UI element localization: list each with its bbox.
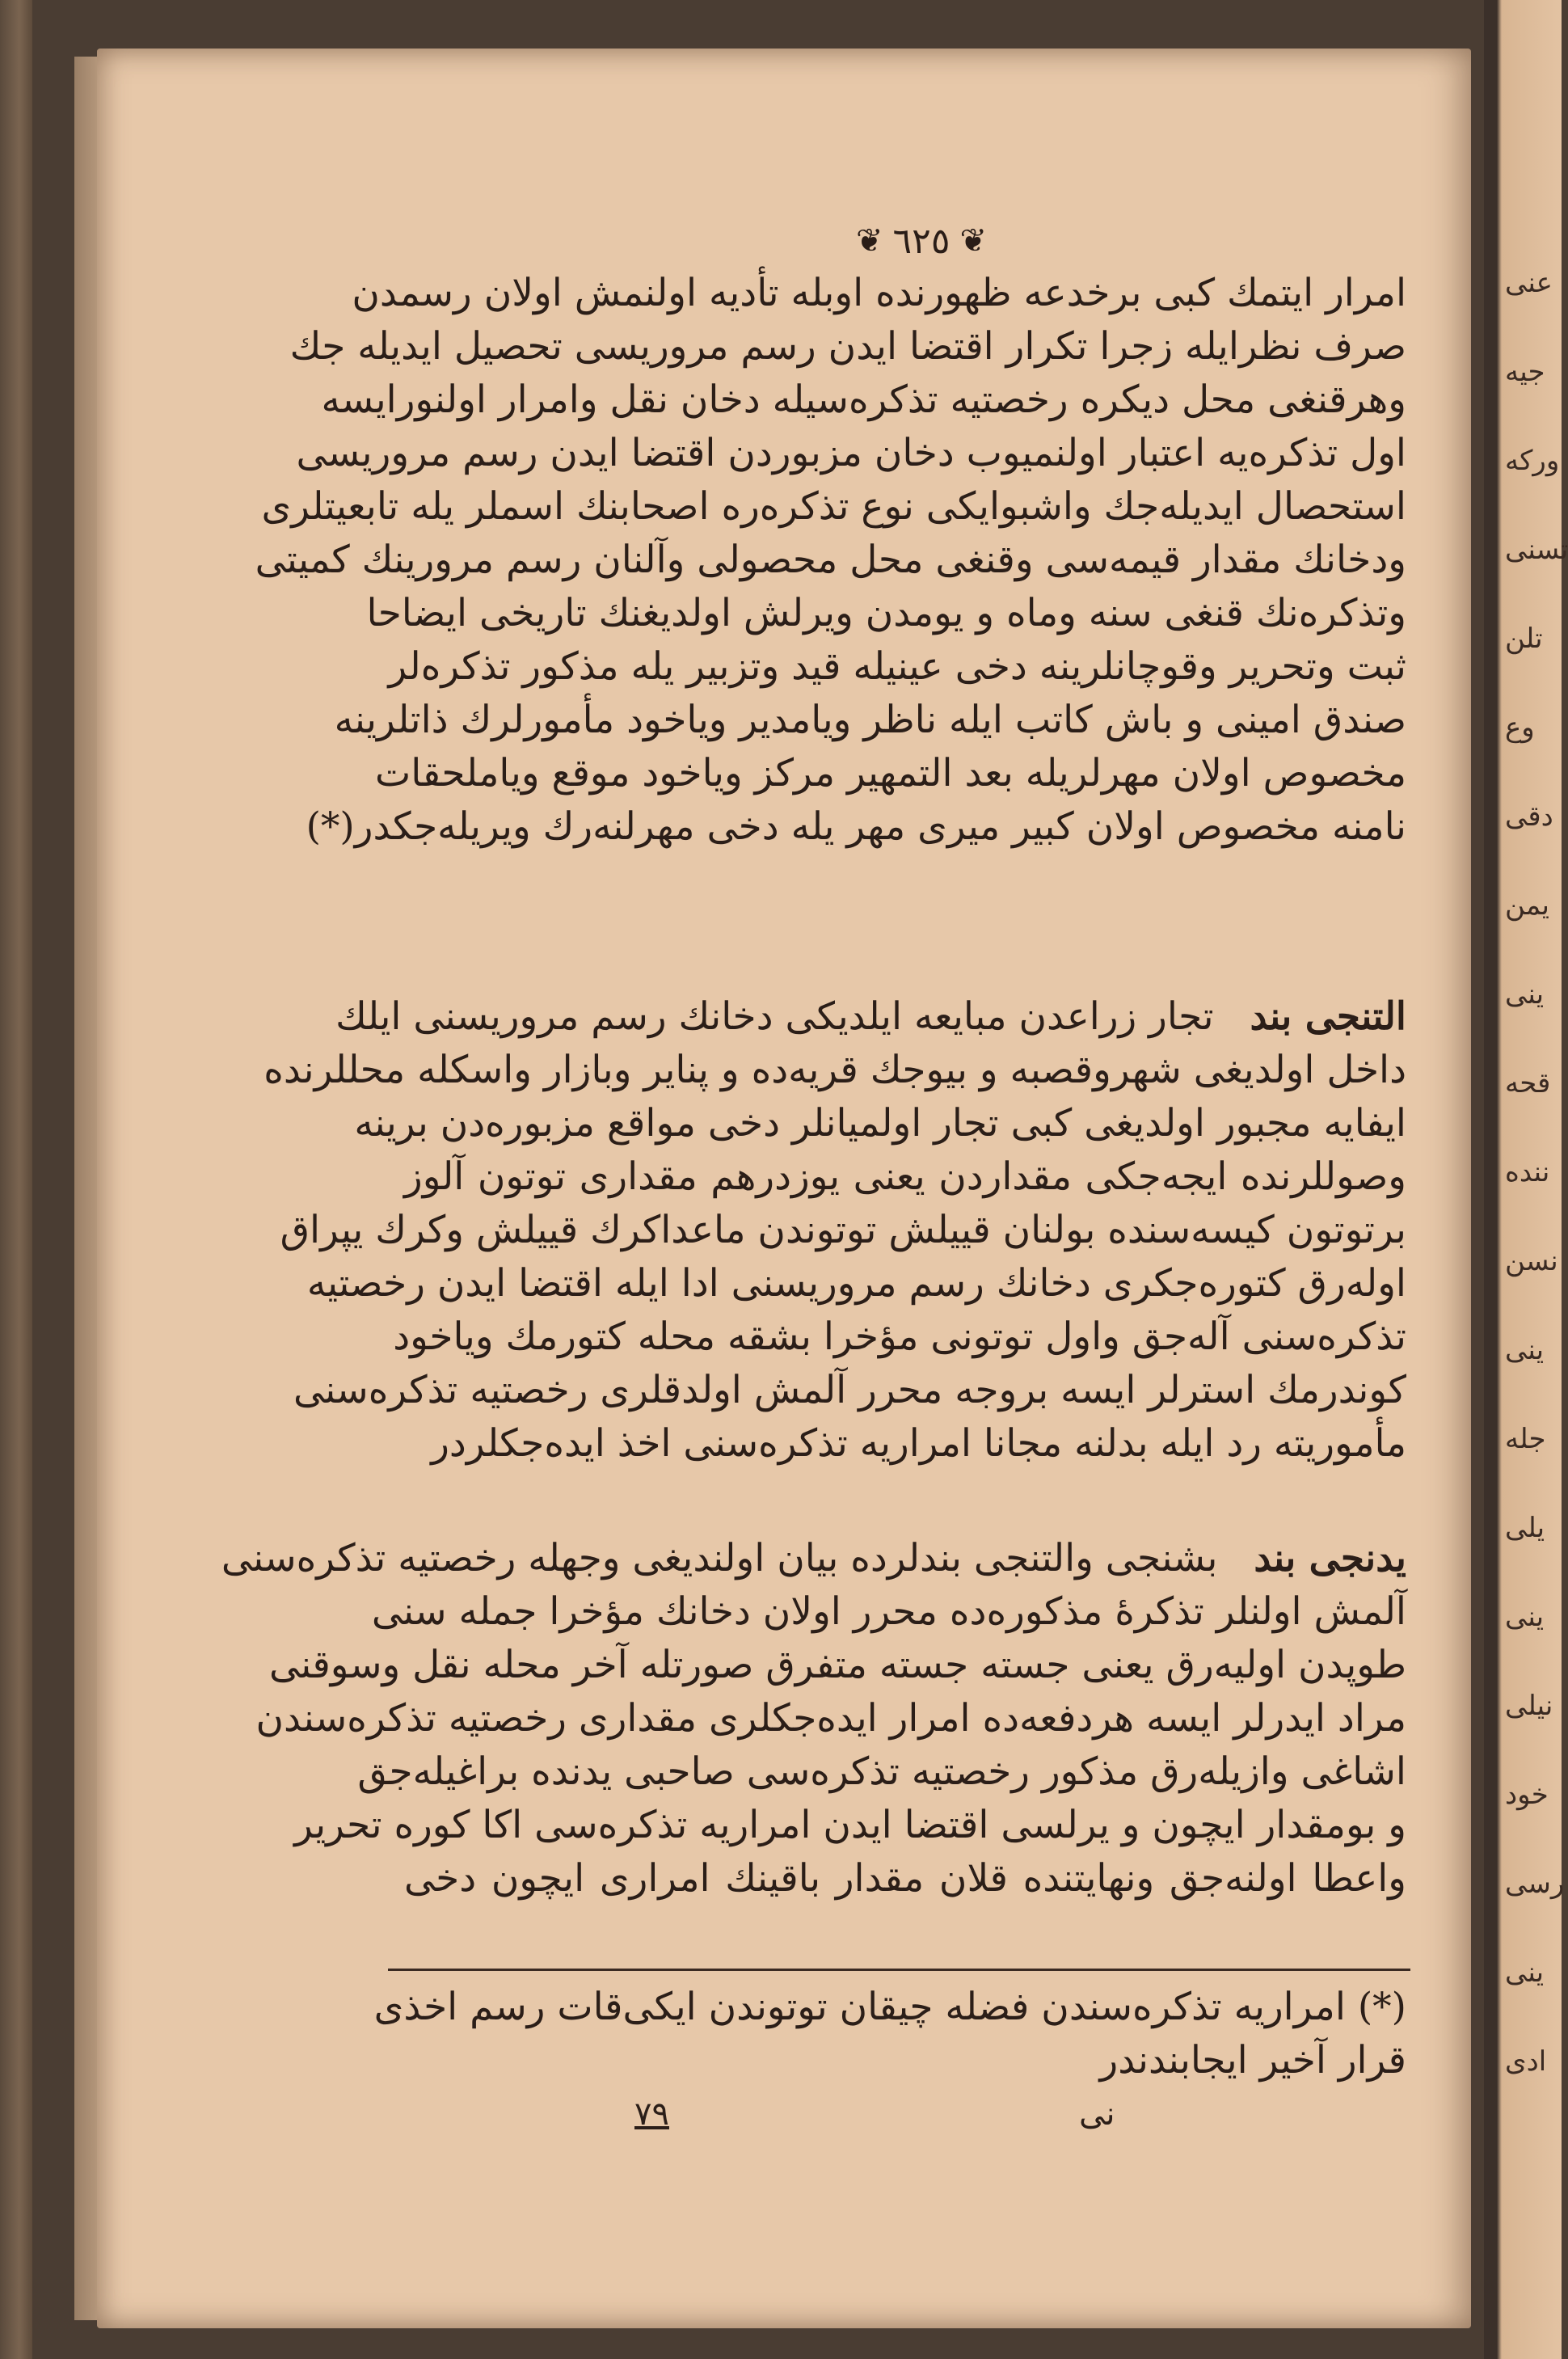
text-line: ایفایه مجبور اولدیغی كبی تجار اولمیانلر دخی مواقع مزبوره‌دن برینه <box>354 1101 1406 1146</box>
text-line: واعطا اولنه‌جق ونهایتنده قلان مقدار باقینك امراری ایچون دخی <box>404 1856 1406 1901</box>
page-header <box>832 217 1010 265</box>
text-line: تجار زراعدن مبایعه ایلدیكی دخانك رسم مروریسنی ایلك <box>335 994 1214 1039</box>
adjacent-page-fragment: وركه <box>1505 445 1560 477</box>
text-line: آلمش اولنلر تذكرهٔ مذكوره‌ده محرر اولان دخانك مؤخرا جمله سنی <box>371 1589 1406 1634</box>
adjacent-page-fragment: عنی <box>1505 267 1553 299</box>
text-line: برتوتون كیسه‌سنده بولنان قییلش توتوندن ماعداكرك قییلش وكرك یپراق <box>280 1208 1406 1252</box>
paragraph-3 <box>221 1532 1406 1905</box>
adjacent-page-fragment: یلی <box>1505 1512 1545 1544</box>
text-line: نامنه مخصوص اولان كبیر میری مهر یله دخی مهرلنه‌رك ویریله‌جكدر(*) <box>306 804 1406 849</box>
text-line: وتذكره‌نك قنغی سنه وماه و یومدن ویرلش اولدیغنك تاریخی ایضاحا <box>366 591 1406 635</box>
page-number-header: ٦٢٥ <box>892 220 950 262</box>
adjacent-page-fragment: نسن <box>1505 1245 1558 1277</box>
footnote-divider <box>388 1969 1410 1971</box>
adjacent-page-fragment: ینی <box>1505 1956 1545 1989</box>
adjacent-page-fragment: ینی <box>1505 1334 1545 1366</box>
text-line: صرف نظرایله زجرا تكرار اقتضا ایدن رسم مروریسی تحصیل ایدیله جك <box>289 324 1406 369</box>
adjacent-page-fragment: ینی <box>1505 1601 1545 1633</box>
adjacent-page-fragment: یمن <box>1505 889 1550 922</box>
text-line: وهرقنغی محل دیكره رخصتیه تذكره‌سیله دخان نقل وامرار اولنورایسه <box>321 378 1406 422</box>
adjacent-page-edge <box>1484 0 1568 2359</box>
text-line: اوله‌رق كتوره‌جكری دخانك رسم مروریسنی ادا ایله اقتضا ایدن رخصتیه <box>306 1261 1406 1306</box>
adjacent-page-fragment: جیه <box>1505 356 1545 388</box>
signature-mark: نی <box>1079 2095 1115 2133</box>
text-line: مأموریته رد ایله بدلنه مجانا امراریه تذكره‌سنی اخذ ایده‌جكلردر <box>431 1421 1406 1466</box>
text-line: مخصوص اولان مهرلریله بعد التمهیر مركز ویاخود موقع ویاملحقات <box>375 751 1406 795</box>
text-line: وصوللرنده ایجه‌جكی مقداردن یعنی یوزدرهم مقداری توتون آلوز <box>404 1154 1406 1199</box>
book-left-edge <box>0 0 32 2359</box>
text-line: اشاغی وازیله‌رق مذكور رخصتیه تذكره‌سی صاحبی یدنده براغیله‌جق <box>357 1749 1406 1794</box>
adjacent-page-fragment: دقی <box>1505 800 1553 833</box>
adjacent-page-fragment: قحه <box>1505 1067 1551 1099</box>
adjacent-page-fragment: خود <box>1505 1779 1549 1811</box>
adjacent-page-fragment: رسی <box>1505 1867 1565 1900</box>
article-label: یدنجی بند <box>1254 1536 1406 1580</box>
footnote-line: قرار آخیر ایجابندندر <box>1099 2038 1406 2083</box>
adjacent-page-fragment: نیلی <box>1505 1690 1553 1722</box>
adjacent-page-fragment: وع <box>1505 711 1535 744</box>
text-line: اول تذكره‌یه اعتبار اولنمیوب دخان مزبوردن اقتضا ایدن رسم مروریسی <box>296 431 1406 475</box>
paragraph-2 <box>263 990 1406 1471</box>
text-line: امرار ایتمك كبی برخدعه ظهورنده اوبله تأدیه اولنمش اولان رسمدن <box>352 271 1406 315</box>
text-line: ودخانك مقدار قیمه‌سی وقنغی محل محصولی وآلنان رسم مرورینك كمیتی <box>255 538 1406 582</box>
article-label: التنجی بند <box>1250 994 1406 1039</box>
text-line: صندق امینی و باش كاتب ایله ناظر ویامدیر ویاخود مأمورلرك ذاتلرینه <box>334 698 1406 742</box>
adjacent-page-fragment: تلن <box>1505 622 1543 655</box>
text-line: طوپدن اولیه‌رق یعنی جسته جسته متفرق صورتله آخر محله نقل وسوقنی <box>268 1643 1406 1687</box>
footnote-line: (*) امراریه تذكره‌سندن فضله چیقان توتوندن ایكی‌قات رسم اخذی <box>373 1985 1406 2029</box>
text-line-with-label <box>221 1532 1406 1585</box>
text-line: بشنجی والتنجی بندلرده بیان اولندیغی وجهله رخصتیه تذكره‌سنی <box>221 1536 1218 1580</box>
text-line: و بومقدار ایچون و یرلسی اقتضا ایدن امراریه تذكره‌سی اكا كوره تحریر <box>294 1803 1406 1847</box>
adjacent-page-fragment: ادی <box>1505 2045 1547 2078</box>
text-line-with-label <box>335 990 1406 1044</box>
paragraph-1 <box>255 267 1406 854</box>
footnote <box>373 1981 1406 2087</box>
text-line: كوندرمك استرلر ایسه بروجه محرر آلمش اولدقلری رخصتیه تذكره‌سنی <box>293 1368 1406 1412</box>
adjacent-page-fragment: ینی <box>1505 978 1545 1011</box>
text-line: تذكره‌سنی آله‌جق واول توتونی مؤخرا بشقه محله كتورمك وياخود <box>393 1315 1406 1359</box>
text-line: استحصال ایدیله‌جك واشبوایكی نوع تذكره‌ره اصحابنك اسملر یله تابعیتلری <box>261 484 1406 529</box>
adjacent-page-fragment: تسنی <box>1505 534 1568 566</box>
text-line: ثبت وتحریر وقوچانلرینه دخی عینیله قید وتزبیر یله مذكور تذكره‌لر <box>388 644 1406 689</box>
ornament-right-icon: ❦ <box>959 222 987 260</box>
ornament-left-icon: ❦ <box>856 222 883 260</box>
adjacent-page-fragment: جله <box>1505 1423 1546 1455</box>
text-line: داخل اولدیغی شهروقصبه و بیوجك قریه‌ده و پنایر وبازار واسكله محللرنده <box>263 1048 1406 1092</box>
folio-number: ٧٩ <box>634 2095 669 2133</box>
adjacent-page-fragment: ننده <box>1505 1156 1550 1188</box>
text-line: مراد ایدرلر ایسه هردفعه‌ده امرار ایده‌جكلری مقداری رخصتیه تذكره‌سندن <box>255 1696 1406 1741</box>
